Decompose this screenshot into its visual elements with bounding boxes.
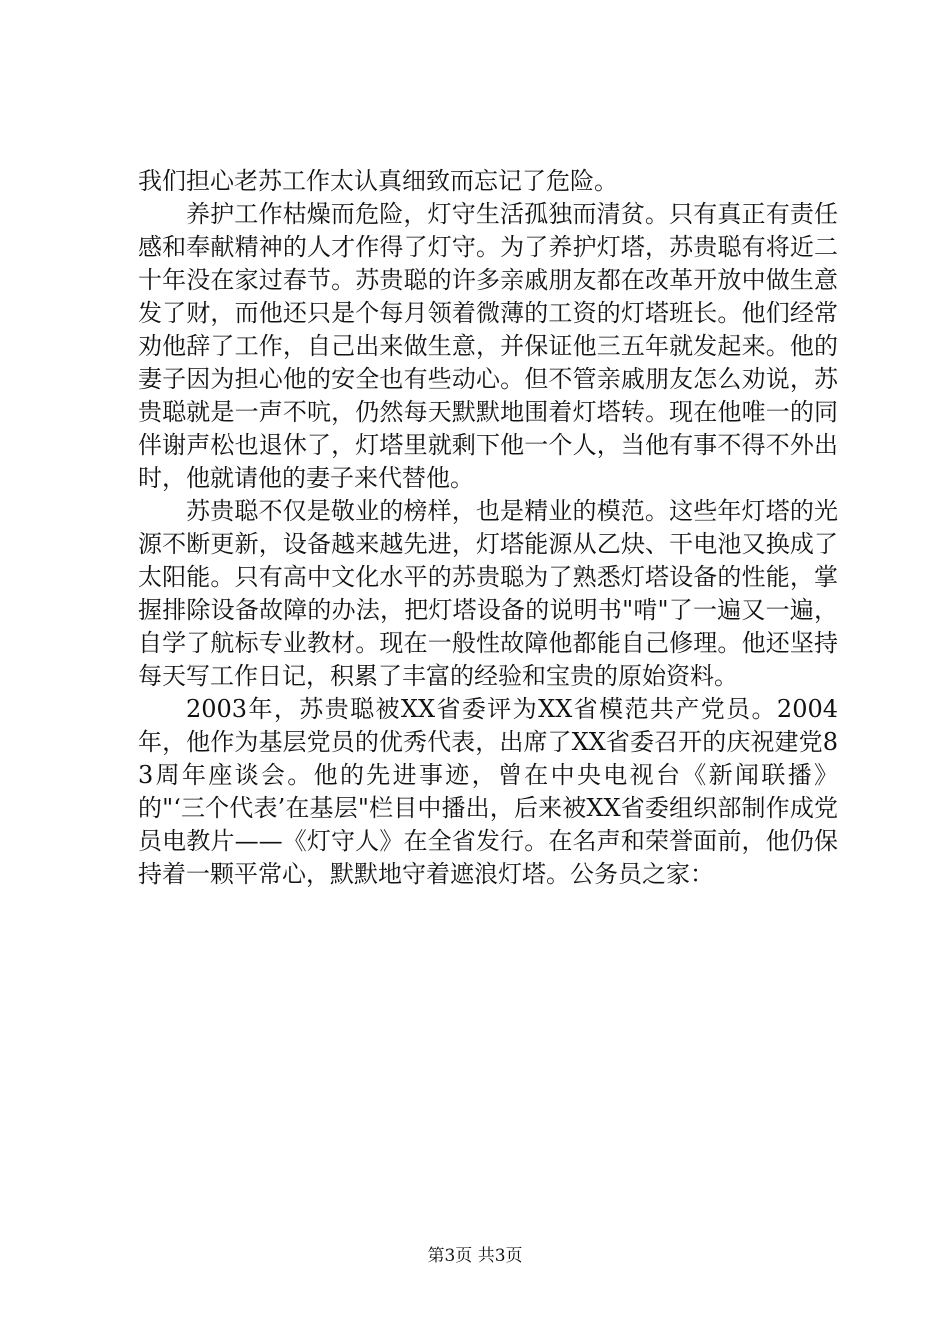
document-body	[138, 165, 838, 891]
paragraph-continuation: 我们担心老苏工作太认真细致而忘记了危险。	[138, 167, 618, 195]
page-number-footer: 第3页 共3页	[427, 1246, 523, 1266]
paragraph-honors: 2003年，苏贵聪被XX省委评为XX省模范共产党员。2004年，他作为基层党员的优秀代表，出席了XX省委召开的庆祝建党83周年座谈会。他的先进事迹，曾在中央电视台《新闻联播》的"‘三个代表’在基层"栏目中播出，后来被XX省委组织部制作成党员电教片——《灯守人》在全省发行。在名声和荣誉面前，他仍保持着一颗平常心，默默地守着遮浪灯塔。公务员之家：	[138, 695, 838, 888]
paragraph-professional-model: 苏贵聪不仅是敬业的榜样，也是精业的模范。这些年灯塔的光源不断更新，设备越来越先进，灯塔能源从乙炔、干电池又换成了太阳能。只有高中文化水平的苏贵聪为了熟悉灯塔设备的性能，掌握排除设备故障的办法，把灯塔设备的说明书"啃"了一遍又一遍，自学了航标专业教材。现在一般性故障他都能自己修理。他还坚持每天写工作日记，积累了丰富的经验和宝贵的原始资料。	[138, 497, 838, 690]
paragraph-lighthouse-work: 养护工作枯燥而危险，灯守生活孤独而清贫。只有真正有责任感和奉献精神的人才作得了灯守。为了养护灯塔，苏贵聪有将近二十年没在家过春节。苏贵聪的许多亲戚朋友都在改革开放中做生意发了财，而他还只是个每月领着微薄的工资的灯塔班长。他们经常劝他辞了工作，自己出来做生意，并保证他三五年就发起来。他的妻子因为担心他的安全也有些动心。但不管亲戚朋友怎么劝说，苏贵聪就是一声不吭，仍然每天默默地围着灯塔转。现在他唯一的同伴谢声松也退休了，灯塔里就剩下他一个人，当他有事不得不外出时，他就请他的妻子来代替他。	[138, 200, 838, 492]
